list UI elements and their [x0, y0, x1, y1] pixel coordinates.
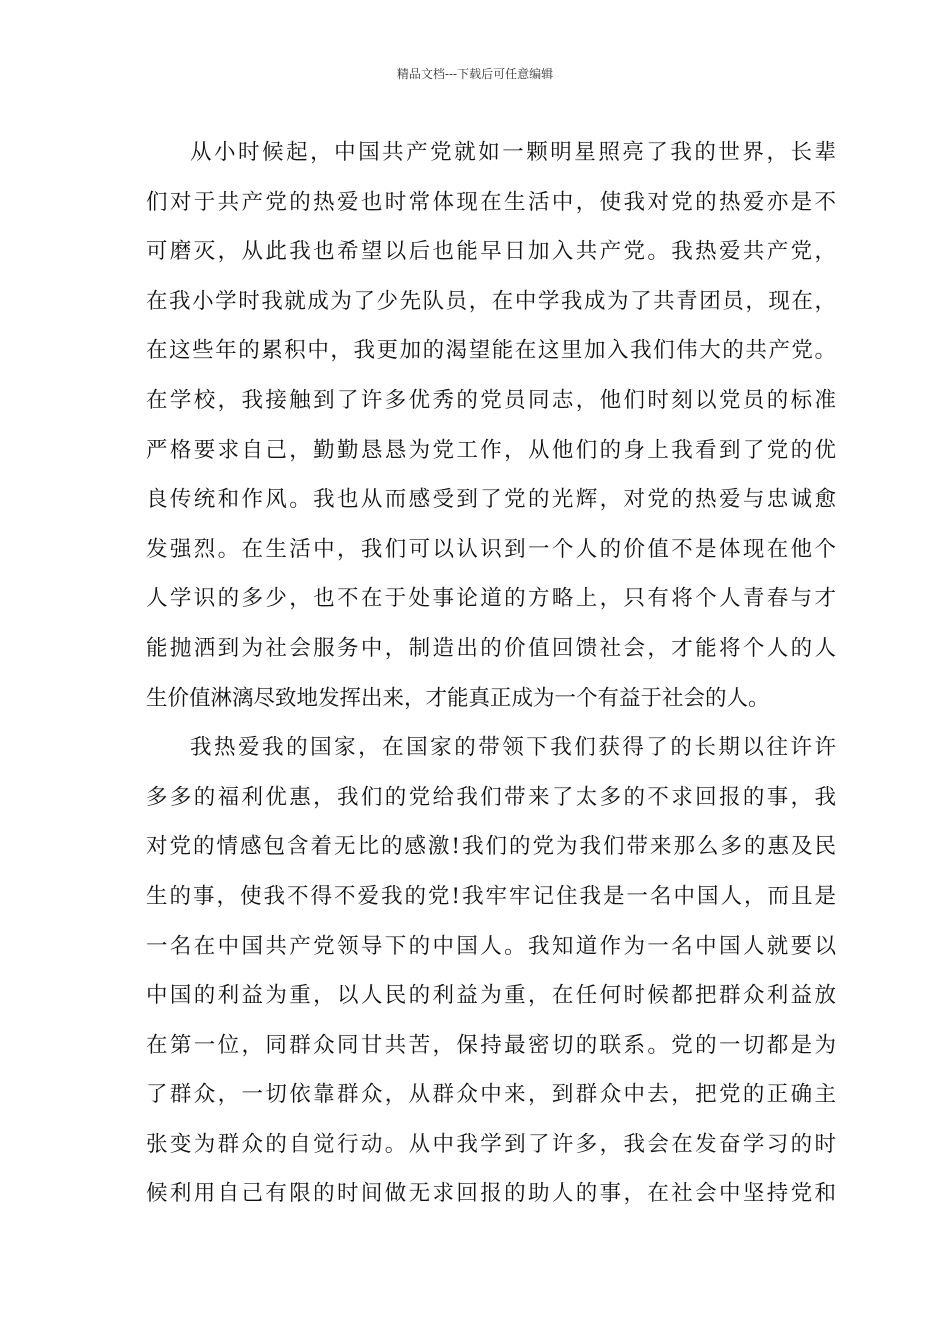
- text-line: 严格要求自己，勤勤恳恳为党工作，从他们的身上我看到了党的优: [146, 437, 836, 463]
- text-line: 对党的情感包含着无比的感激!我们的党为我们带来那么多的惠及民: [146, 834, 836, 860]
- text-line: 了群众，一切依靠群众，从群众中来，到群众中去，把党的正确主: [146, 1082, 836, 1108]
- text-line: 良传统和作风。我也从而感受到了党的光辉，对党的热爱与忠诚愈: [146, 487, 836, 513]
- text-line: 们对于共产党的热爱也时常体现在生活中，使我对党的热爱亦是不: [146, 189, 836, 215]
- text-line: 可磨灭，从此我也希望以后也能早日加入共产党。我热爱共产党，: [146, 239, 836, 265]
- text-line: 我热爱我的国家，在国家的带领下我们获得了的长期以往许许: [190, 735, 836, 761]
- text-line: 能抛洒到为社会服务中，制造出的价值回馈社会，才能将个人的人: [146, 635, 836, 661]
- text-line: 中国的利益为重，以人民的利益为重，在任何时候都把群众利益放: [146, 983, 836, 1009]
- text-line: 生价值淋漓尽致地发挥出来，才能真正成为一个有益于社会的人。: [146, 685, 770, 711]
- text-line: 生的事，使我不得不爱我的党!我牢牢记住我是一名中国人，而且是: [146, 883, 836, 909]
- text-line: 张变为群众的自觉行动。从中我学到了许多，我会在发奋学习的时: [146, 1131, 836, 1157]
- text-line: 人学识的多少，也不在于处事论道的方略上，只有将个人青春与才: [146, 586, 836, 612]
- text-line: 发强烈。在生活中，我们可以认识到一个人的价值不是体现在他个: [146, 536, 836, 562]
- text-line: 候利用自己有限的时间做无求回报的助人的事，在社会中坚持党和: [146, 1181, 836, 1207]
- text-line: 在学校，我接触到了许多优秀的党员同志，他们时刻以党员的标准: [146, 387, 836, 413]
- text-line: 在这些年的累积中，我更加的渴望能在这里加入我们伟大的共产党。: [146, 338, 836, 364]
- page-header: 精品文档---下载后可任意编辑: [396, 67, 554, 81]
- document-body: [146, 128, 836, 1219]
- text-line: 一名在中国共产党领导下的中国人。我知道作为一名中国人就要以: [146, 933, 836, 959]
- text-line: 在第一位，同群众同甘共苦，保持最密切的联系。党的一切都是为: [146, 1032, 836, 1058]
- text-line: 从小时候起，中国共产党就如一颗明星照亮了我的世界，长辈: [190, 140, 836, 165]
- text-line: 在我小学时我就成为了少先队员，在中学我成为了共青团员，现在，: [146, 288, 836, 314]
- text-line: 多多的福利优惠，我们的党给我们带来了太多的不求回报的事，我: [146, 784, 836, 810]
